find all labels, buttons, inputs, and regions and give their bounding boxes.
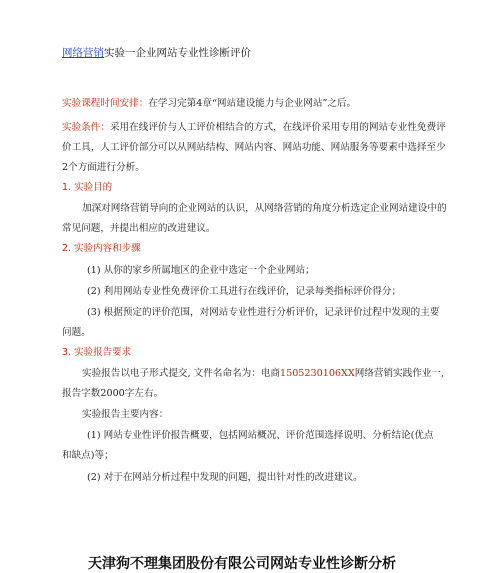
report-line-1 [82,368,444,380]
conditions-label: 实验条件： [62,122,110,133]
step-3-continued: 问题。 [62,327,91,338]
arrangement-line [62,98,356,110]
section-heading-purpose: 1. 实验目的 [62,182,113,193]
report-line-1-post: 网络营销实践作业一, [354,368,445,379]
report-line-1-pre: 实验报告以电子形式提交, 文件名命名为：电商 [82,368,280,379]
report-line-2: 报告字数2000字左右。 [62,388,164,399]
step-3: (3) 根据预定的评价范围，对网站专业性进行分析评价，记录评价过程中发现的主要 [87,307,440,318]
arrangement-label: 实验课程时间安排： [62,98,149,109]
report-contents-label: 实验报告主要内容： [82,409,169,420]
section-heading-steps: 2. 实验内容和步骤 [62,243,141,254]
title-link[interactable]: 网络营销 [62,47,104,59]
conditions-line-2: 价工具，人工评价部分可以从网站结构、网站内容、网站功能、网站服务等要素中选择至少 [62,142,446,153]
title-text: 实验一企业网站专业性诊断评价 [104,47,251,59]
step-2: (2) 利用网站专业性免费评价工具进行在线评价，记录每类指标评价得分； [87,286,402,297]
conditions-line-1 [62,122,446,134]
report-file-code: 1505230106XX [279,368,355,379]
arrangement-text: 在学习完第4章“网站建设能力与企业网站”之后。 [148,98,357,109]
step-1: (1) 从你的家乡所属地区的企业中选定一个企业网站； [87,265,315,276]
purpose-line-2: 常见问题，并提出相应的改进建议。 [62,223,216,234]
section-heading-report: 3. 实验报告要求 [62,347,132,358]
document-title [62,47,251,59]
next-page-title: 天津狗不理集团股份有限公司网站专业性诊断分析 [88,556,396,572]
report-item-1-continued: 和缺点)等； [62,450,114,461]
purpose-line-1: 加深对网络营销导向的企业网站的认识，从网络营销的角度分析选定企业网站建设中的 [82,203,447,214]
report-item-1: (1) 网站专业性评价报告概要，包括网站概况、评价范围选择说明、分析结论(优点 [87,430,434,441]
conditions-line-3: 2个方面进行分析。 [62,162,145,173]
report-item-2: (2) 对于在网站分析过程中发现的问题，提出针对性的改进建议。 [87,472,363,483]
conditions-text-1: 采用在线评价与人工评价相结合的方式，在线评价采用专用的网站专业性免费评 [109,122,446,133]
